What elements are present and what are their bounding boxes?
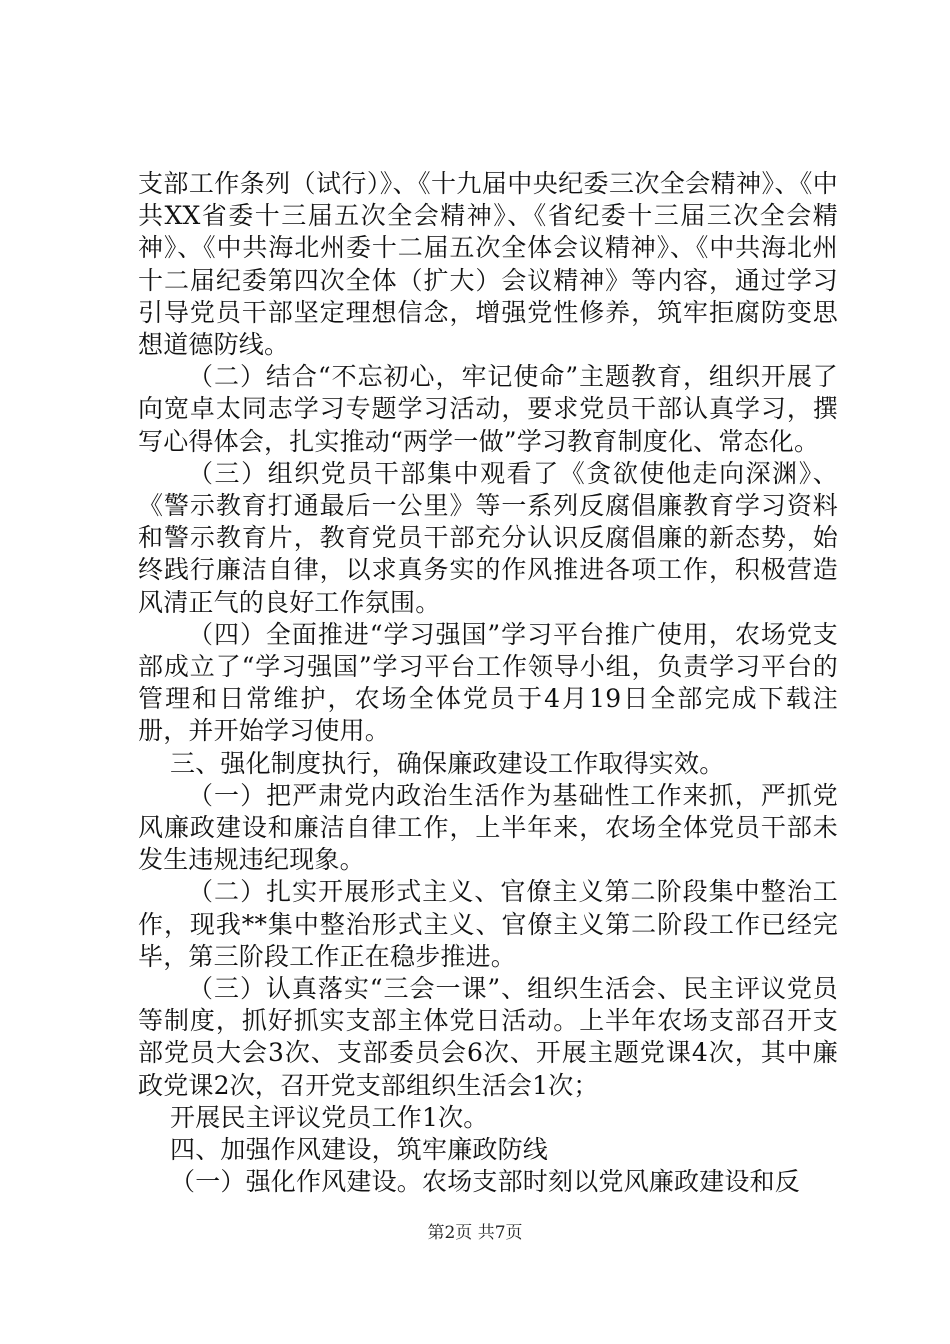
document-body <box>138 168 838 1199</box>
paragraph-2: （二）结合“不忘初心，牢记使命”主题教育，组织开展了向宽卓太同志学习专题学习活动，要求党员干部认真学习，撰写心得体会，扎实推动“两学一做”学习教育制度化、常态化。 <box>138 362 838 456</box>
paragraph-8: 开展民主评议党员工作1次。 <box>170 1102 489 1132</box>
paragraph-6: （二）扎实开展形式主义、官僚主义第二阶段集中整治工作，现我**集中整治形式主义、官僚主义第二阶段工作已经完毕，第三阶段工作正在稳步推进。 <box>138 877 838 971</box>
paragraph-4: （四）全面推进“学习强国”学习平台推广使用，农场党支部成立了“学习强国”学习平台工作领导小组，负责学习平台的管理和日常维护，农场全体党员于4月19日全部完成下载注册，并开始学习使用。 <box>138 619 838 746</box>
paragraph-9: （一）强化作风建设。农场支部时刻以党风廉政建设和反 <box>170 1167 801 1197</box>
page-number-footer: 第2页 共7页 <box>427 1223 523 1243</box>
section-heading-4: 四、加强作风建设，筑牢廉政防线 <box>170 1135 549 1165</box>
paragraph-5: （一）把严肃党内政治生活作为基础性工作来抓，严抓党风廉政建设和廉洁自律工作，上半年来，农场全体党员干部未发生违规违纪现象。 <box>138 780 838 875</box>
paragraph-1: 支部工作条列（试行）》、《十九届中央纪委三次全会精神》、《中共XX省委十三届五次全会精神》、《省纪委十三届三次全会精神》、《中共海北州委十二届五次全体会议精神》、《中共海北州十二届纪委第四次全体（扩大）会议精神》等内容，通过学习引导党员干部坚定理想信念，增强党性修养，筑牢拒腐防变思想道德防线。 <box>138 169 838 360</box>
paragraph-3: （三）组织党员干部集中观看了《贪欲使他走向深渊》、《警示教育打通最后一公里》等一系列反腐倡廉教育学习资料和警示教育片，教育党员干部充分认识反腐倡廉的新态势，始终践行廉洁自律，以求真务实的作风推进各项工作，积极营造风清正气的良好工作氛围。 <box>138 458 838 617</box>
paragraph-7: （三）认真落实“三会一课”、组织生活会、民主评议党员等制度，抓好抓实支部主体党日活动。上半年农场支部召开支部党员大会3次、支部委员会6次、开展主题党课4次，其中廉政党课2次，召开党支部组织生活会1次； <box>138 974 838 1100</box>
section-heading-3: 三、强化制度执行，确保廉政建设工作取得实效。 <box>170 748 725 778</box>
